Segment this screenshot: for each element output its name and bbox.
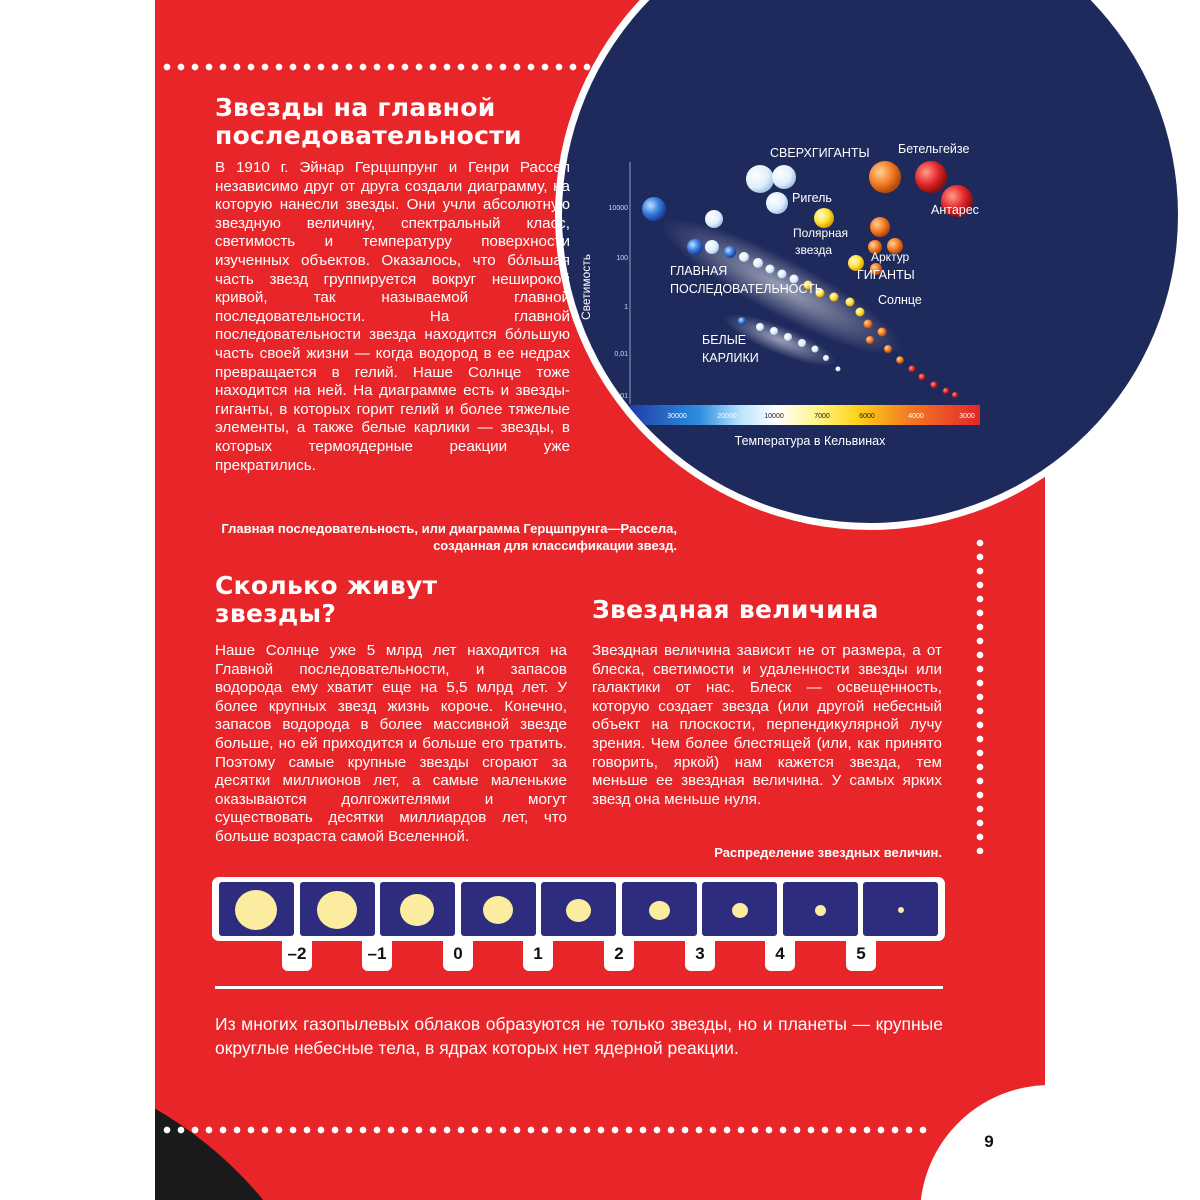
star [778, 270, 787, 279]
star [919, 374, 926, 381]
label-main-sequence: ПОСЛЕДОВАТЕЛЬНОСТЬ [670, 282, 823, 296]
x-tick: 3000 [959, 413, 975, 420]
section-title-main-sequence: Звезды на главной последовательности [215, 93, 522, 150]
section-title-magnitude: Звездная величина [592, 595, 879, 624]
label-giants: ГИГАНТЫ [857, 268, 915, 282]
section-title-star-lifetime: Сколько живут звезды? [215, 571, 438, 628]
y-tick: 0,0001 [606, 393, 628, 400]
y-axis-label: Светимость [579, 253, 593, 321]
magnitude-star [649, 901, 670, 920]
divider-line [215, 986, 943, 989]
label-rigel: Ригель [792, 191, 832, 205]
magnitude-label: 0 [443, 941, 473, 971]
y-tick: 10000 [608, 205, 628, 212]
star [705, 210, 723, 228]
label-polaris: Полярная [793, 226, 849, 240]
x-tick: 4000 [908, 413, 924, 420]
star [705, 240, 719, 254]
magnitude-cell [622, 882, 697, 936]
footer-note: Из многих газопылевых облаков образуются не только звезды, но и планеты — крупные округлые небесные тела, в ядрах которых нет ядерной реакции. [215, 1014, 943, 1058]
y-tick: 1 [624, 304, 628, 311]
magnitude-cell [783, 882, 858, 936]
star [830, 293, 839, 302]
magnitude-cell [702, 882, 777, 936]
polaris-star [814, 208, 834, 228]
magnitude-star [815, 905, 826, 916]
x-tick: 10000 [764, 413, 784, 420]
top-dotted-border [160, 62, 600, 72]
star [896, 356, 904, 364]
magnitude-label: –2 [282, 941, 312, 971]
section-paragraph-star-lifetime: Наше Солнце уже 5 млрд лет находится на Главной последовательности, и запасов водорода ему хватит еще на 5,5 млрд лет. У более крупных звезд жизнь короче. Конечно, запасов водорода в более массивной звезде больше, но ей приходится и больше его тратить. Поэтому самые крупные звезды сгорают за десятки миллионов лет, а самые маленькие оказываются долгожителями и могут существовать десятки миллиардов лет, что больше возраста самой Вселенной. [215, 642, 567, 845]
star [739, 252, 749, 262]
label-white-dwarfs: БЕЛЫЕ [702, 333, 747, 347]
label-main-sequence: ГЛАВНАЯ [670, 264, 728, 278]
magnitude-label: 2 [604, 941, 634, 971]
magnitude-star [898, 907, 904, 913]
magnitude-cell [461, 882, 536, 936]
label-betelgeuse: Бетельгейзе [898, 142, 970, 156]
x-tick: 6000 [859, 413, 875, 420]
magnitude-cell [219, 882, 294, 936]
star [846, 298, 855, 307]
x-tick: 20000 [717, 413, 737, 420]
star [756, 323, 764, 331]
label-antares: Антарес [931, 203, 979, 217]
magnitude-star [235, 890, 277, 930]
diagram-caption: Главная последовательность, или диаграмма Герцшпрунга—Рассела, созданная для классификации звезд. [221, 521, 677, 553]
page-number: 9 [984, 1132, 994, 1151]
label-white-dwarfs: КАРЛИКИ [702, 351, 759, 365]
magnitude-label: –1 [362, 941, 392, 971]
star [746, 165, 774, 193]
star [766, 265, 775, 274]
label-polaris: звезда [795, 243, 833, 257]
star [869, 161, 901, 193]
magnitude-cell [541, 882, 616, 936]
rigel-star [766, 192, 788, 214]
magnitude-star [566, 899, 591, 922]
magnitude-caption: Распределение звездных величин. [714, 845, 942, 860]
magnitude-cell [863, 882, 938, 936]
betelgeuse-star [915, 161, 947, 193]
star [836, 367, 841, 372]
star [738, 317, 746, 325]
star [784, 333, 792, 341]
magnitude-cell [380, 882, 455, 936]
star [753, 258, 763, 268]
sun-star [856, 308, 865, 317]
star [812, 346, 819, 353]
y-tick: 100 [616, 255, 628, 262]
label-supergiants: СВЕРХГИГАНТЫ [770, 146, 870, 160]
magnitude-cell [300, 882, 375, 936]
magnitude-label: 3 [685, 941, 715, 971]
star [866, 336, 874, 344]
magnitude-scale [212, 877, 945, 941]
magnitude-label: 5 [846, 941, 876, 971]
star [798, 339, 806, 347]
star [931, 382, 938, 389]
star [870, 217, 890, 237]
star [724, 246, 736, 258]
star [943, 388, 949, 394]
star [952, 392, 958, 398]
bottom-dotted-border [160, 1125, 930, 1135]
star [823, 355, 829, 361]
giant-stars [814, 208, 903, 275]
hr-diagram [562, 0, 1178, 523]
section-paragraph-main-sequence: В 1910 г. Эйнар Герцшпрунг и Генри Рассел независимо друг от друга создали диаграмму, на которую нанесли звезды. Они учли абсолютную звездную величину, спектральный класс, светимость и температуру поверхности изученных объектов. Оказалось, что бо́льшая часть звезд группируется вокруг неширокой кривой, так называемой главной последовательности. На главной последовательности звезда находится бо́льшую часть своей жизни — когда водород в ее недрах превращается в гелий. Наше Солнце тоже находится на ней. На диаграмме есть и звезды-гиганты, в которых горит гелий и более тяжелые элементы, а также белые карлики — звезды, в которых термоядерные реакции уже прекратились. [215, 159, 570, 474]
star [878, 328, 887, 337]
star [884, 345, 892, 353]
magnitude-star [732, 903, 748, 918]
star [642, 197, 666, 221]
x-tick: 7000 [814, 413, 830, 420]
star [770, 327, 778, 335]
y-tick: 0,01 [614, 351, 628, 358]
x-tick: 30000 [667, 413, 687, 420]
right-dotted-border [975, 536, 985, 854]
magnitude-label: 1 [523, 941, 553, 971]
magnitude-star [483, 896, 513, 924]
magnitude-star [400, 894, 434, 926]
label-sun: Солнце [878, 293, 922, 307]
star [864, 320, 873, 329]
label-arcturus: Арктур [871, 250, 910, 264]
star [687, 239, 703, 255]
x-axis-label: Температура в Кельвинах [734, 434, 886, 448]
section-paragraph-magnitude: Звездная величина зависит не от размера, а от блеска, светимости и удаленности звезды или галактики от нас. Блеск — освещенность, которую создает звезда (или другой небесный объект на плоскости, перпендикулярной лучу зрения. Чем более блестящей (или, как принято говорить, яркой) нам кажется звезда, тем меньше ее звездная величина. У самых ярких звезд она меньше нуля. [592, 642, 942, 808]
magnitude-label: 4 [765, 941, 795, 971]
star [909, 366, 916, 373]
star [772, 165, 796, 189]
magnitude-star [317, 891, 357, 929]
